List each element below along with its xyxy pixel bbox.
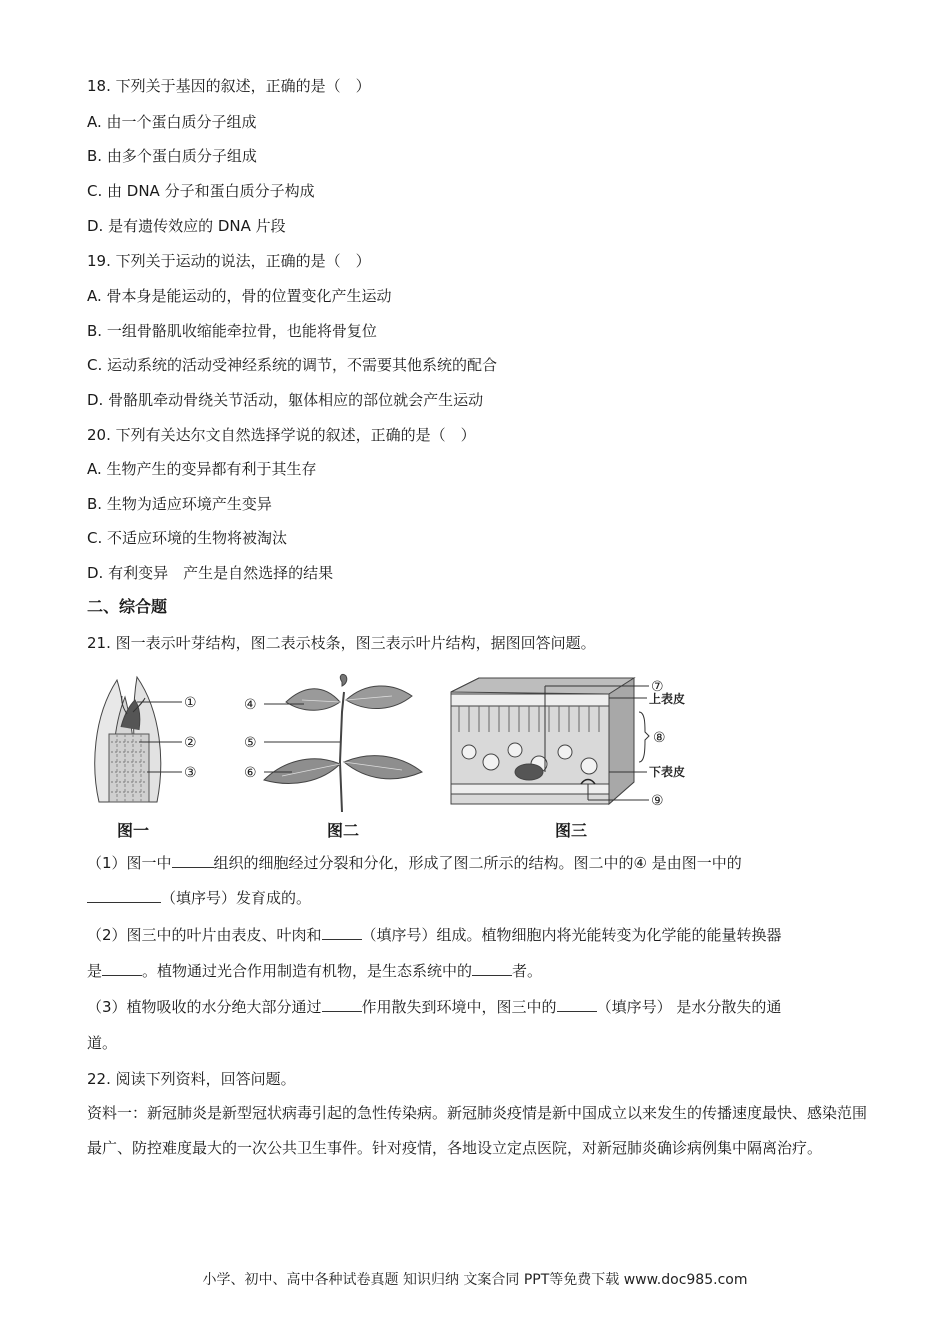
fig3-label-upper-epidermis: 上表皮 — [649, 692, 686, 706]
q21-part1-text-c: （填序号）发育成的。 — [161, 889, 312, 907]
answer-blank[interactable] — [102, 961, 142, 976]
fig2-label-5: ⑤ — [244, 735, 257, 751]
answer-blank[interactable] — [322, 997, 362, 1012]
q18-option-c: C. 由 DNA 分子和蛋白质分子构成 — [87, 182, 315, 200]
q21-part2-text-c: 是 — [87, 962, 103, 980]
q21-part2-line2 — [87, 961, 542, 981]
figure-leaf-bud — [87, 672, 217, 812]
q20-stem: 20. 下列有关达尔文自然选择学说的叙述，正确的是（ ） — [87, 426, 476, 444]
q21-figures — [87, 672, 707, 842]
q21-part1-line2 — [87, 888, 311, 908]
section-title: 二、综合题 — [87, 597, 168, 616]
fig2-label-6: ⑥ — [244, 765, 257, 781]
q19-option-b: B. 一组骨骼肌收缩能牵拉骨，也能将骨复位 — [87, 322, 377, 340]
q21-part3-text-a: （3）植物吸收的水分绝大部分通过 — [87, 998, 322, 1016]
q18-option-d: D. 是有遗传效应的 DNA 片段 — [87, 217, 286, 235]
q21-part3-text-c: （填序号） 是水分散失的通 — [596, 998, 782, 1016]
q19-stem: 19. 下列关于运动的说法，正确的是（ ） — [87, 252, 371, 270]
answer-blank[interactable] — [87, 888, 161, 903]
fig3-label-8: ⑧ — [653, 730, 666, 746]
q21-part2-text-d: 。植物通过光合作用制造有机物，是生态系统中的 — [142, 962, 473, 980]
q20-option-c: C. 不适应环境的生物将被淘汰 — [87, 529, 288, 547]
q22-stem: 22. 阅读下列资料，回答问题。 — [87, 1070, 296, 1088]
answer-blank[interactable] — [472, 961, 512, 976]
q22-material-1: 资料一：新冠肺炎是新型冠状病毒引起的急性传染病。新冠肺炎疫情是新中国成立以来发生的传播速度最快、感染范围最广、防控难度最大的一次公共卫生事件。针对疫情，各地设立定点医院，对新冠肺炎确诊病例集中隔离治疗。 — [87, 1104, 868, 1157]
q20-option-b: B. 生物为适应环境产生变异 — [87, 495, 272, 513]
fig3-label-lower-epidermis: 下表皮 — [649, 765, 686, 779]
leaf-bud-drawing — [95, 677, 161, 802]
q21-part1-line1 — [87, 853, 742, 873]
fig1-label-1: ① — [184, 695, 197, 711]
q21-part2-text-a: （2）图三中的叶片由表皮、叶肉和 — [87, 926, 322, 944]
fig3-label-9: ⑨ — [651, 793, 664, 809]
q21-part2-text-e: 者。 — [512, 962, 543, 980]
fig3-caption: 图三 — [555, 821, 588, 840]
fig1-label-2: ② — [184, 735, 197, 751]
q19-option-a: A. 骨本身是能运动的，骨的位置变化产生运动 — [87, 287, 392, 305]
q21-part2-line1 — [87, 925, 782, 945]
fig1-label-3: ③ — [184, 765, 197, 781]
q21-part1-text-a: （1）图一中 — [87, 854, 172, 872]
q18-option-a: A. 由一个蛋白质分子组成 — [87, 113, 257, 131]
branch-drawing — [264, 674, 422, 812]
answer-blank[interactable] — [557, 997, 597, 1012]
fig2-caption: 图二 — [327, 821, 360, 840]
figure-branch — [242, 672, 432, 812]
q21-stem: 21. 图一表示叶芽结构，图二表示枝条，图三表示叶片结构，据图回答问题。 — [87, 634, 596, 652]
q19-option-d: D. 骨骼肌牵动骨绕关节活动，躯体相应的部位就会产生运动 — [87, 391, 484, 409]
q19-option-c: C. 运动系统的活动受神经系统的调节，不需要其他系统的配合 — [87, 356, 498, 374]
figure-leaf-section — [449, 672, 707, 812]
q21-part2-text-b: （填序号）组成。植物细胞内将光能转变为化学能的能量转换器 — [361, 926, 782, 944]
page-footer: 小学、初中、高中各种试卷真题 知识归纳 文案合同 PPT等免费下载 www.doc985.com — [202, 1272, 748, 1288]
q21-part3-text-b: 作用散失到环境中，图三中的 — [361, 998, 557, 1016]
q20-option-d: D. 有利变异 产生是自然选择的结果 — [87, 564, 334, 582]
fig2-label-4: ④ — [244, 697, 257, 713]
q21-part1-text-b: 组织的细胞经过分裂和分化，形成了图二所示的结构。图二中的④ 是由图一中的 — [213, 854, 742, 872]
q18-option-b: B. 由多个蛋白质分子组成 — [87, 147, 257, 165]
answer-blank[interactable] — [322, 925, 362, 940]
q20-option-a: A. 生物产生的变异都有利于其生存 — [87, 460, 317, 478]
fig1-caption: 图一 — [117, 821, 150, 840]
q18-stem: 18. 下列关于基因的叙述，正确的是（ ） — [87, 77, 371, 95]
leaf-section-drawing — [451, 678, 634, 804]
q21-part3-line1 — [87, 997, 781, 1017]
q21-part3-line2: 道。 — [87, 1034, 118, 1052]
answer-blank[interactable] — [172, 853, 214, 868]
fig3-label-7: ⑦ — [651, 679, 664, 695]
